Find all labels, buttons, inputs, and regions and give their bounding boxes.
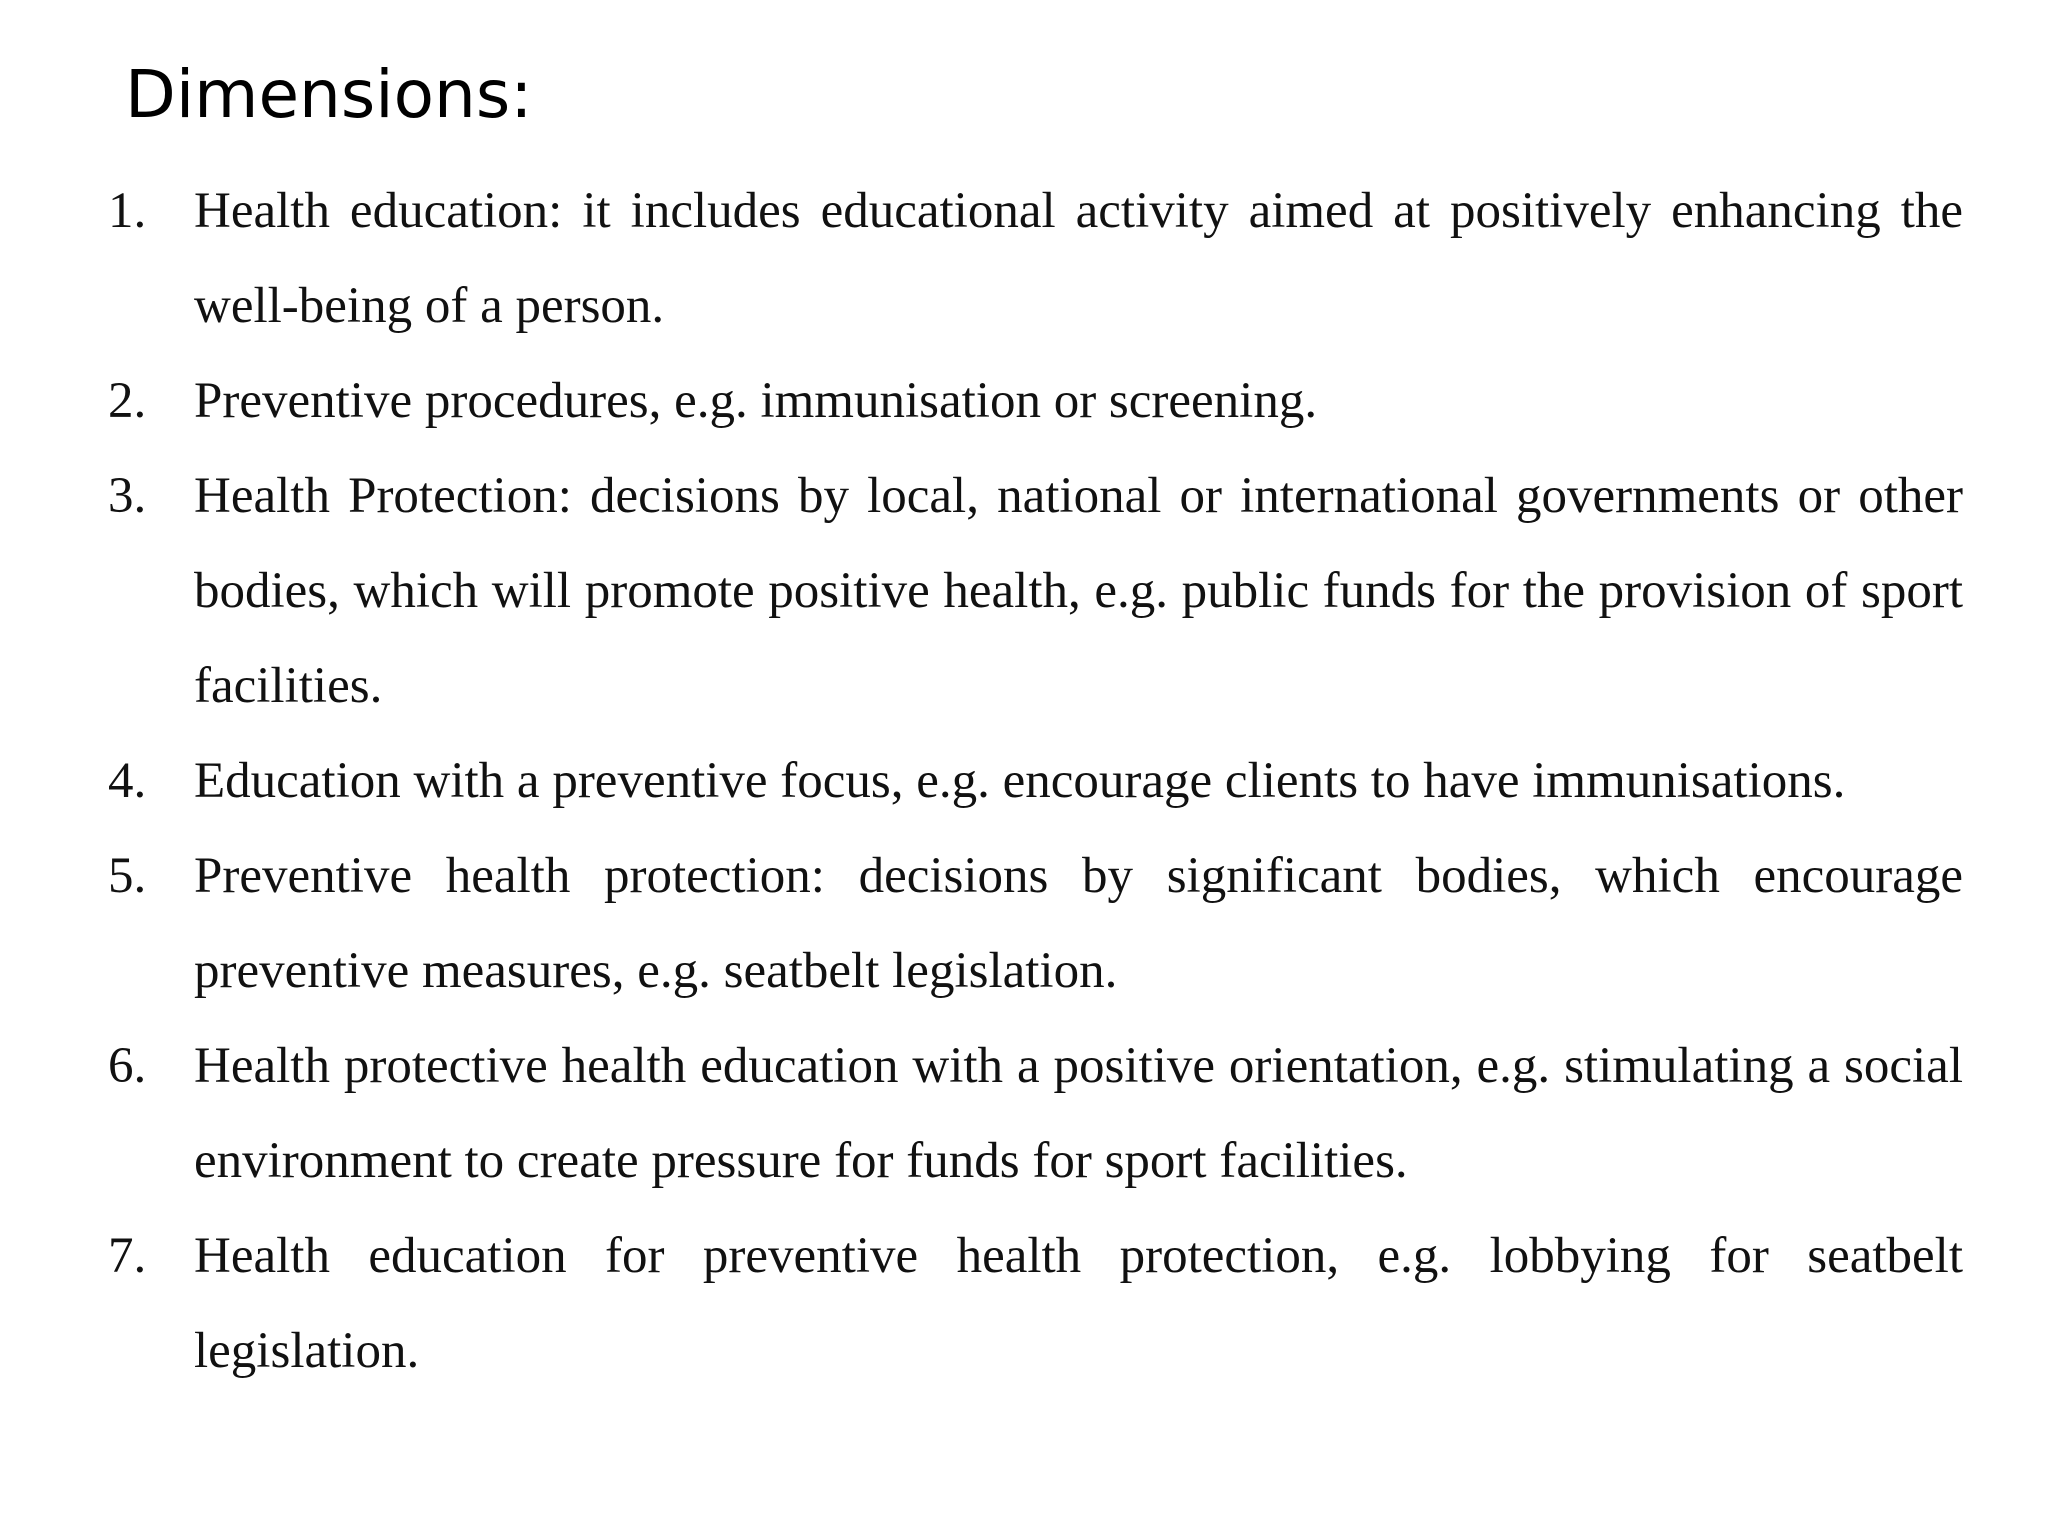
list-item-text: Health protective health education with a positive orientation, e.g. stimulating a social environment to create pressure for funds for sport facilities. — [194, 1038, 1963, 1189]
list-item-number: 6. — [108, 1038, 147, 1094]
list-item-preventive-procedures — [108, 354, 1963, 449]
list-item-text: Health Protection: decisions by local, national or international governments or other bodies, which will promote positive health, e.g. public funds for the provision of sport facilities. — [194, 468, 1963, 714]
slide-title: Dimensions: — [125, 56, 533, 133]
list-item-health-education — [108, 164, 1963, 354]
list-item-education-for-protection — [108, 1209, 1963, 1399]
list-item-number: 2. — [108, 373, 147, 429]
list-item-number: 7. — [108, 1228, 147, 1284]
list-item-text: Health education: it includes educational activity aimed at positively enhancing the well-being of a person. — [194, 183, 1963, 334]
list-item-text: Preventive procedures, e.g. immunisation or screening. — [194, 373, 1318, 429]
list-item-health-protection — [108, 449, 1963, 734]
list-item-number: 4. — [108, 753, 147, 809]
list-item-preventive-education — [108, 734, 1963, 829]
list-item-number: 1. — [108, 183, 147, 239]
list-item-number: 3. — [108, 468, 147, 524]
list-item-text: Education with a preventive focus, e.g. encourage clients to have immunisations. — [194, 753, 1846, 809]
list-item-preventive-health-protection — [108, 829, 1963, 1019]
list-item-number: 5. — [108, 848, 147, 904]
list-item-text: Preventive health protection: decisions by significant bodies, which encourage preventive measures, e.g. seatbelt legislation. — [194, 848, 1963, 999]
list-item-protective-health-education — [108, 1019, 1963, 1209]
list-item-text: Health education for preventive health protection, e.g. lobbying for seatbelt legislation. — [194, 1228, 1963, 1379]
dimensions-list — [108, 164, 1963, 1399]
